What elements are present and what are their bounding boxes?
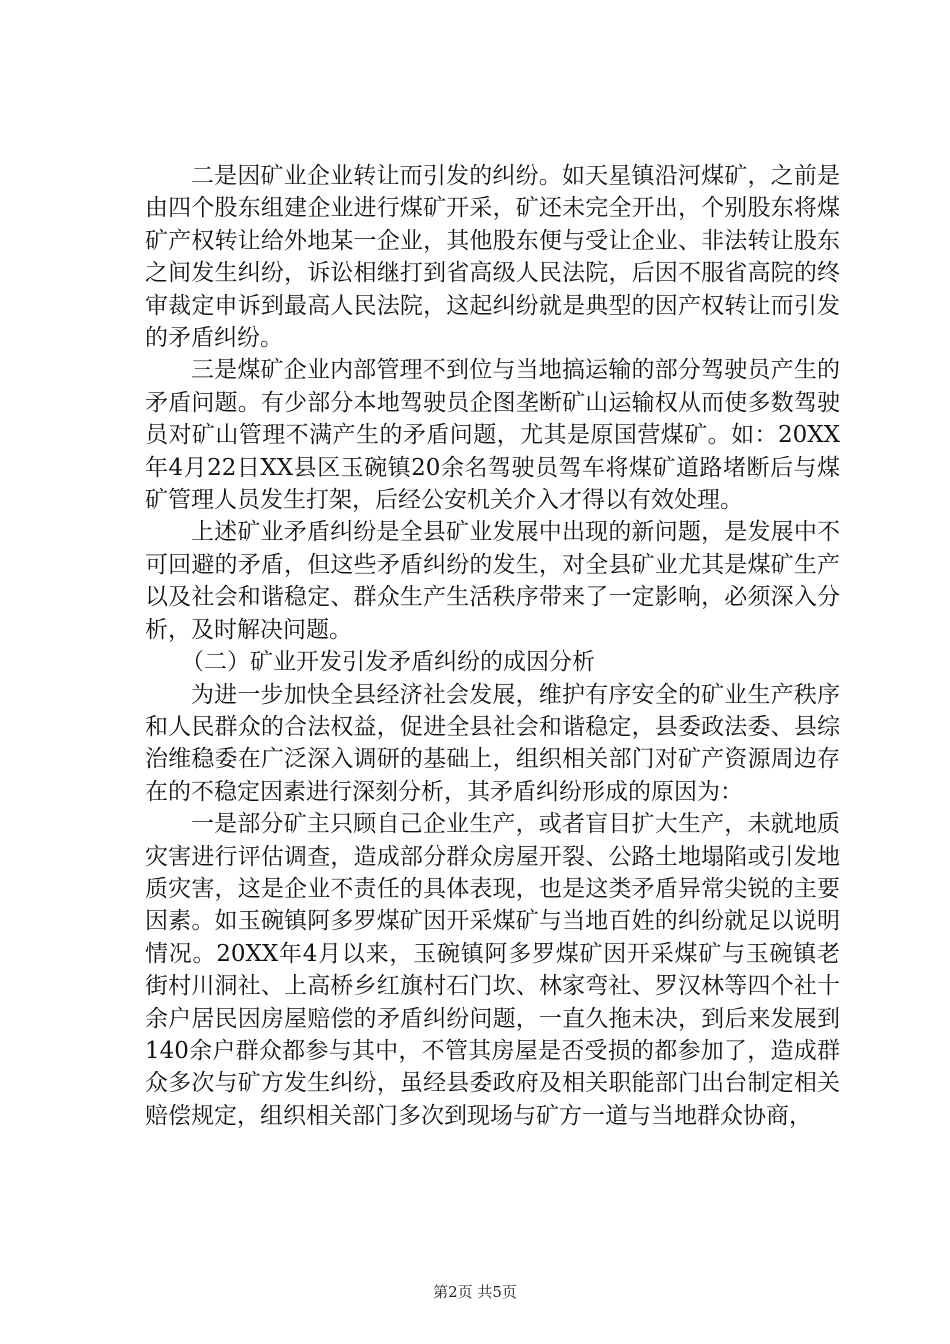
document-body — [145, 160, 840, 1132]
paragraph-summary: 上述矿业矛盾纠纷是全县矿业发展中出现的新问题，是发展中不可回避的矛盾，但这些矛盾纠纷的发生，对全县矿业尤其是煤矿生产以及社会和谐稳定、群众生产生活秩序带来了一定影响，必须深入分析，及时解决问题。 — [145, 519, 840, 643]
paragraph-internal-management: 三是煤矿企业内部管理不到位与当地搞运输的部分驾驶员产生的矛盾问题。有少部分本地驾驶员企图垄断矿山运输权从而使多数驾驶员对矿山管理不满产生的矛盾问题，尤其是原国营煤矿。如：20XX年4月22日XX县区玉碗镇20余名驾驶员驾车将煤矿道路堵断后与煤矿管理人员发生打架，后经公安机关介入才得以有效处理。 — [145, 357, 840, 514]
paragraph-transfer-dispute: 二是因矿业企业转让而引发的纠纷。如天星镇沿河煤矿，之前是由四个股东组建企业进行煤矿开采，矿还未完全开出，个别股东将煤矿产权转让给外地某一企业，其他股东便与受让企业、非法转让股东之间发生纠纷，诉讼相继打到省高级人民法院，后因不服省高院的终审裁定申诉到最高人民法院，这起纠纷就是典型的因产权转让而引发的矛盾纠纷。 — [145, 163, 840, 352]
page-footer: 第2页 共5页 — [433, 1283, 517, 1301]
section-heading: （二）矿业开发引发矛盾纠纷的成因分析 — [181, 649, 595, 676]
paragraph-cause-one: 一是部分矿主只顾自己企业生产，或者盲目扩大生产，未就地质灾害进行评估调查，造成部分群众房屋开裂、公路土地塌陷或引发地质灾害，这是企业不责任的具体表现，也是这类矛盾异常尖锐的主要因素。如玉碗镇阿多罗煤矿因开采煤矿与当地百姓的纠纷就足以说明情况。20XX年4月以来，玉碗镇阿多罗煤矿因开采煤矿与玉碗镇老街村川洞社、上高桥乡红旗村石门坎、林家弯社、罗汉林等四个社十余户居民因房屋赔偿的矛盾纠纷问题，一直久拖未决，到后来发展到140余户群众都参与其中，不管其房屋是否受损的都参加了，造成群众多次与矿方发生纠纷，虽经县委政府及相关职能部门出台制定相关赔偿规定，组织相关部门多次到现场与矿方一道与当地群众协商， — [145, 811, 840, 1129]
paragraph-cause-intro: 为进一步加快全县经济社会发展，维护有序安全的矿业生产秩序和人民群众的合法权益，促进全县社会和谐稳定，县委政法委、县综治维稳委在广泛深入调研的基础上，组织相关部门对矿产资源周边存在的不稳定因素进行深刻分析，其矛盾纠纷形成的原因为： — [145, 681, 840, 805]
